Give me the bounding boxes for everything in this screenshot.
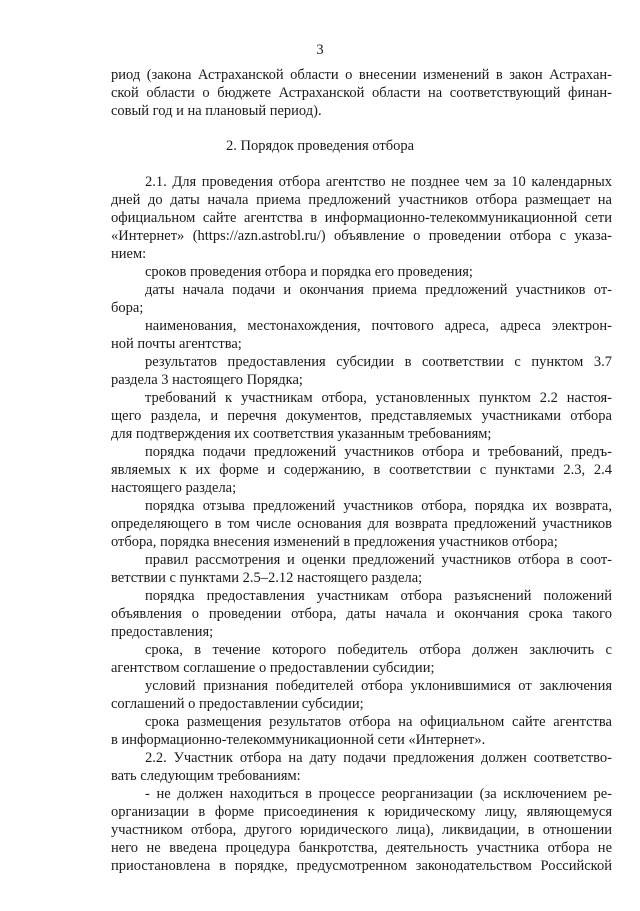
text-line: условий признания победителей отбора уклонившимися от заключения xyxy=(145,678,612,694)
text-line: правил рассмотрения и оценки предложений участников отбора в соот- xyxy=(145,552,612,568)
text-line: участником отбора, другого юридического лица), ликвидации, в отношении xyxy=(111,822,612,838)
text-line: ветствии с пунктами 2.5–2.12 настоящего раздела; xyxy=(111,570,423,586)
text-line: требований к участникам отбора, установленных пунктом 2.2 настоя- xyxy=(145,390,612,406)
text-line: «Интернет» (https://azn.astrobl.ru/) объявление о проведении отбора с указа- xyxy=(111,228,612,244)
text-line: порядка подачи предложений участников отбора и требований, предъ- xyxy=(145,444,612,460)
text-line: агентством соглашение о предоставлении субсидии; xyxy=(111,660,435,676)
text-line: результатов предоставления субсидии в соответствии с пунктом 3.7 xyxy=(145,354,612,370)
text-line: объявления о проведении отбора, даты начала и окончания срока такого xyxy=(111,606,612,622)
text-line: официальном сайте агентства в информационно-телекоммуникационной сети xyxy=(111,210,612,226)
text-line: него не введена процедура банкротства, деятельность участника отбора не xyxy=(111,840,612,856)
text-line: даты начала подачи и окончания приема предложений участников от- xyxy=(145,282,612,298)
text-line: настоящего раздела; xyxy=(111,480,237,496)
text-line: соглашений о предоставлении субсидии; xyxy=(111,696,364,712)
text-line: щего раздела, и перечня документов, представляемых участниками отбора xyxy=(111,408,612,424)
text-line: ской области о бюджете Астраханской области на соответствующий финан- xyxy=(111,85,612,101)
section-heading: 2. Порядок проведения отбора xyxy=(225,138,415,154)
text-line: порядка отзыва предложений участников отбора, порядка их возврата, xyxy=(145,498,612,514)
text-line: отбора, порядка внесения изменений в предложения участников отбора; xyxy=(111,534,558,550)
text-line: 2.2. Участник отбора на дату подачи предложения должен соответство- xyxy=(145,750,612,766)
text-line: бора; xyxy=(111,300,144,316)
text-line: 2.1. Для проведения отбора агентство не позднее чем за 10 календарных xyxy=(145,174,612,190)
text-line: совый год и на плановый период). xyxy=(111,103,322,119)
page-number: 3 xyxy=(316,42,324,58)
text-line: для подтверждения их соответствия указанным требованиям; xyxy=(111,426,492,442)
text-line: срока, в течение которого победитель отбора должен заключить с xyxy=(145,642,612,658)
text-line: сроков проведения отбора и порядка его проведения; xyxy=(145,264,473,280)
text-line: дней до даты начала приема предложений участников отбора размещает на xyxy=(111,192,612,208)
text-line: срока размещения результатов отбора на официальном сайте агентства xyxy=(145,714,612,730)
text-line: порядка предоставления участникам отбора разъяснений положений xyxy=(145,588,612,604)
text-line: вать следующим требованиям: xyxy=(111,768,301,784)
text-line: нием: xyxy=(111,246,147,262)
text-line: - не должен находиться в процессе реорганизации (за исключением ре- xyxy=(145,786,612,802)
text-line: определяющего в том числе основания для возврата предложений участников xyxy=(111,516,612,532)
text-line: ной почты агентства; xyxy=(111,336,242,352)
text-line: раздела 3 настоящего Порядка; xyxy=(111,372,303,388)
text-line: предоставления; xyxy=(111,624,214,640)
text-line: организации в форме присоединения к юридическому лицу, являющемуся xyxy=(111,804,612,820)
text-line: наименования, местонахождения, почтового адреса, адреса электрон- xyxy=(145,318,612,334)
text-line: в информационно-телекоммуникационной сети «Интернет». xyxy=(111,732,486,748)
text-line: приостановлена в порядке, предусмотренном законодательством Российской xyxy=(111,858,612,874)
text-line: риод (закона Астраханской области о внесении изменений в закон Астрахан- xyxy=(111,67,612,83)
text-line: являемых к их форме и содержанию, в соответствии с пунктами 2.3, 2.4 xyxy=(111,462,612,478)
